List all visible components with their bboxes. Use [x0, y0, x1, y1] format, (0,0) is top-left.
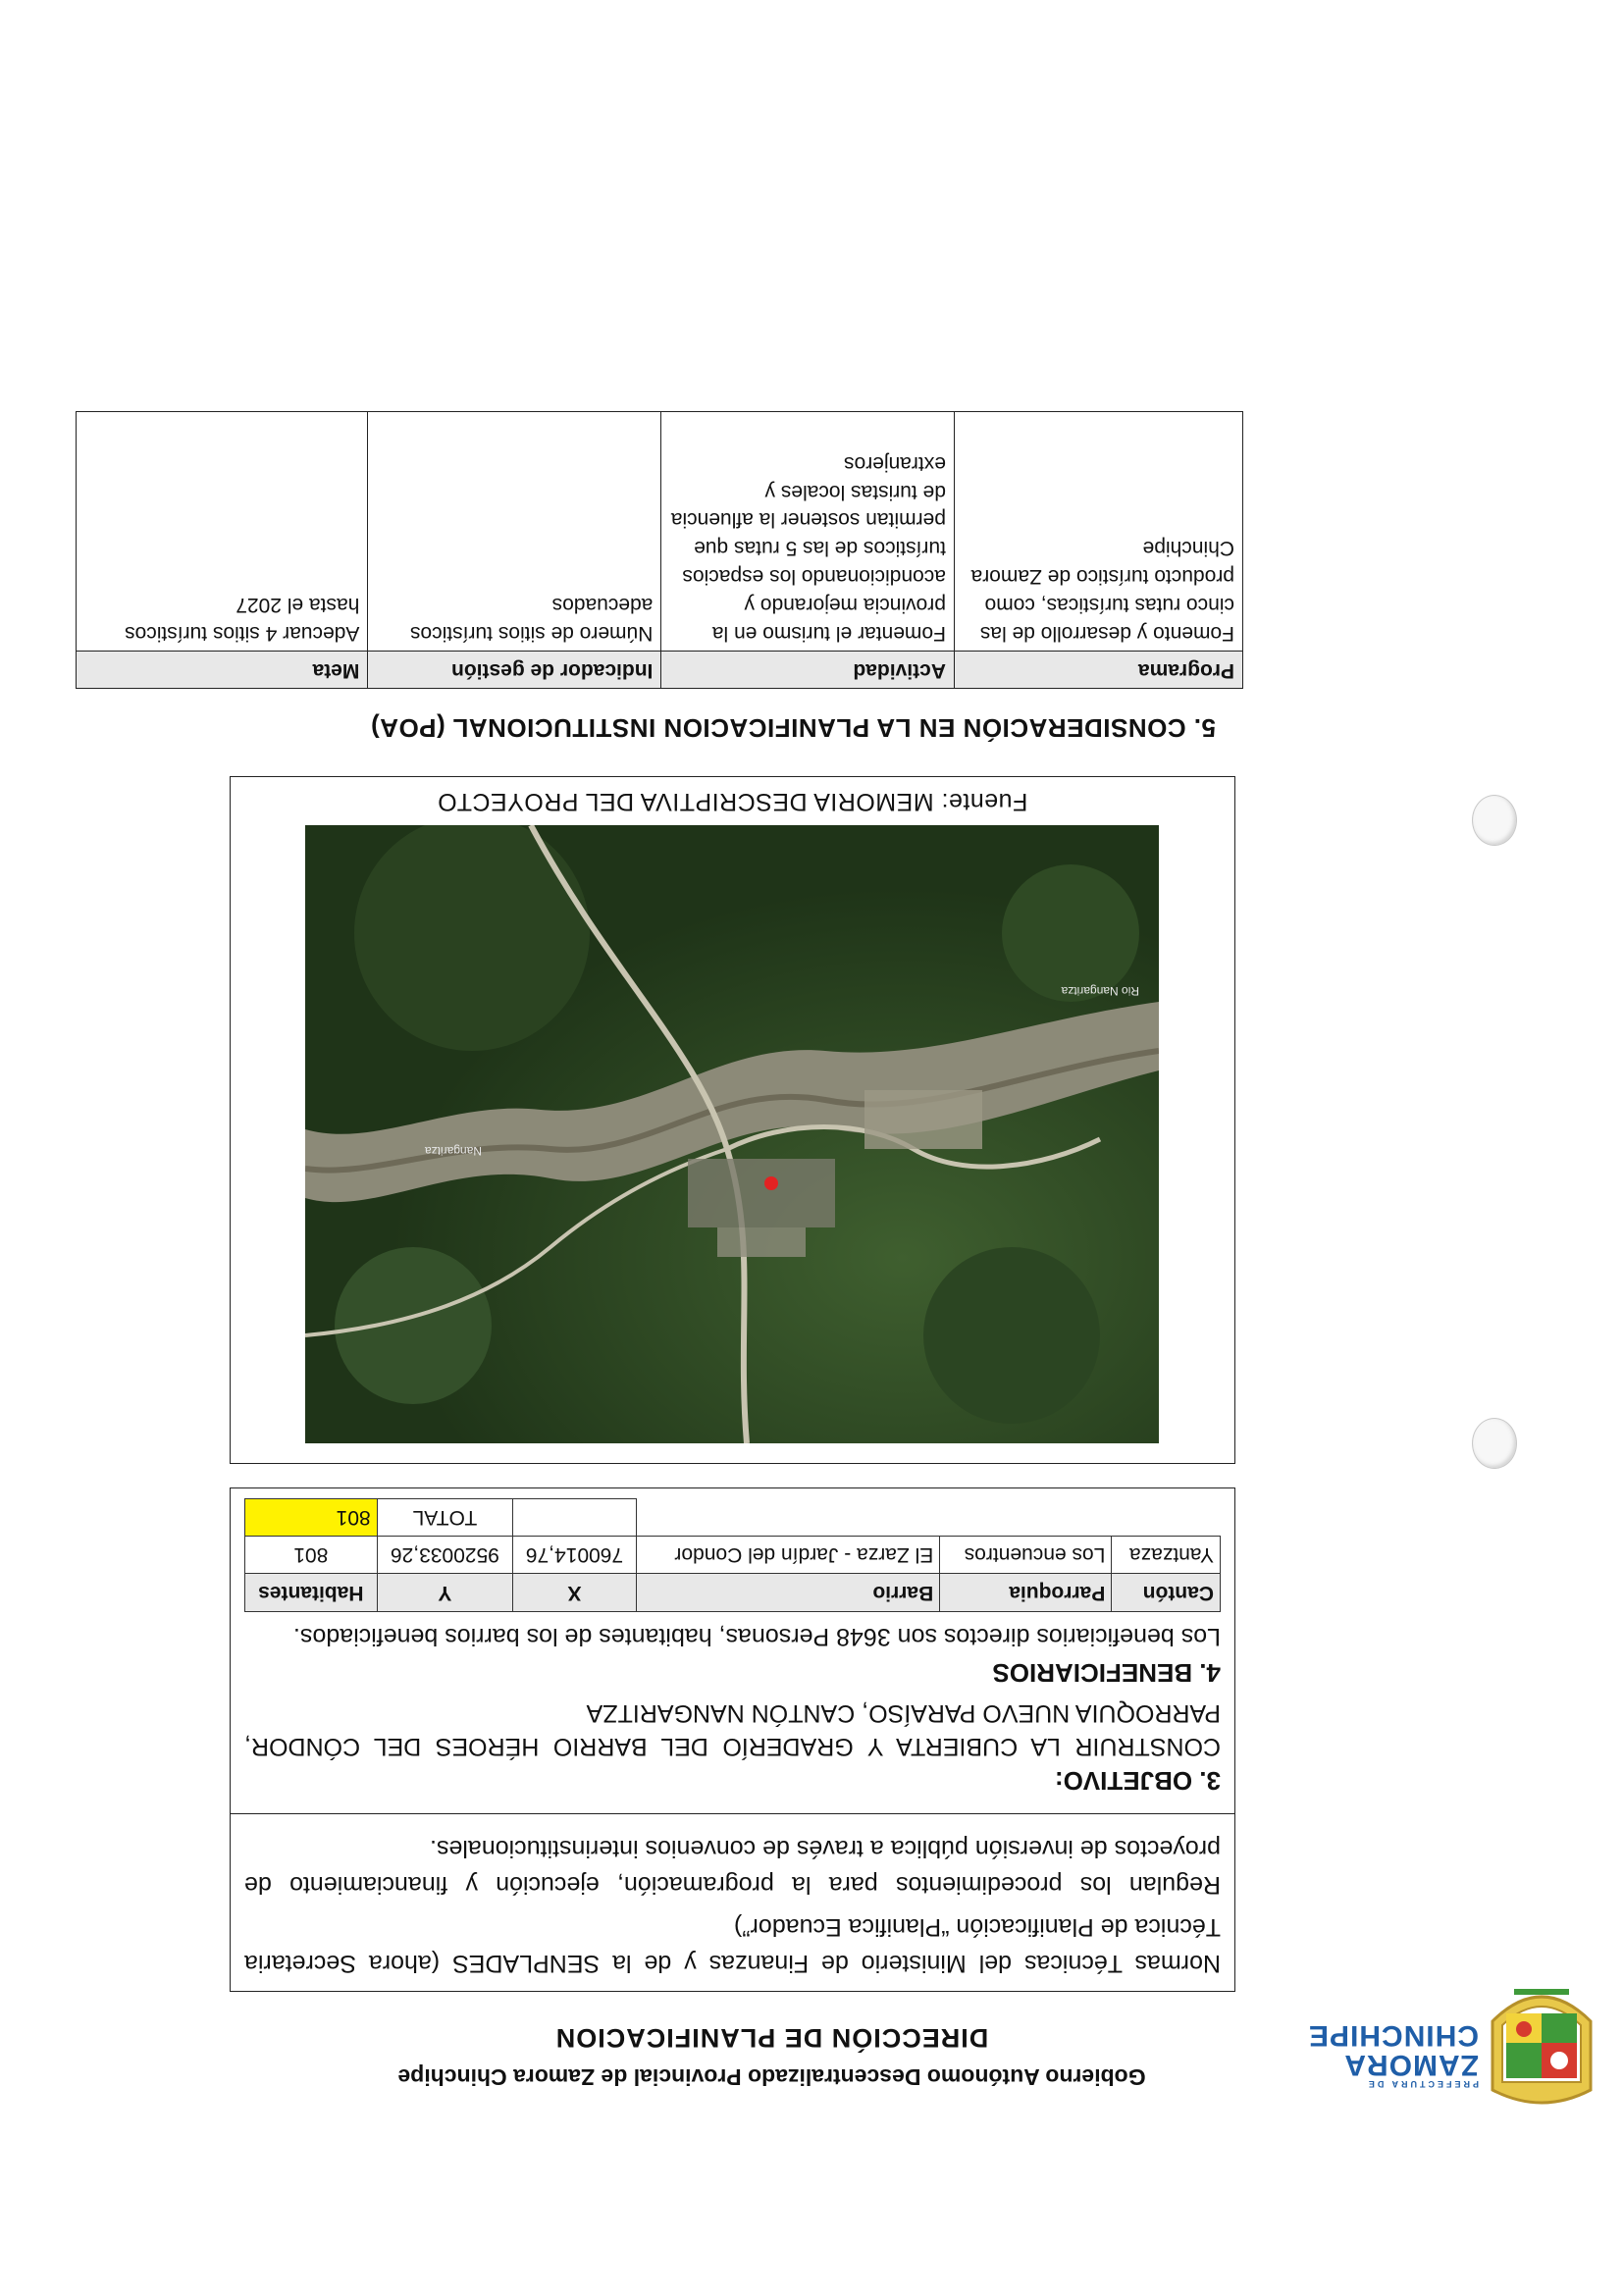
table-cell: Los encuentros: [940, 1537, 1112, 1574]
letterhead: [230, 1992, 1479, 2110]
intro-paragraph: Normas Técnicas del Ministerio de Finanzas y de la SENPLADES (ahora Secretaria Técnica de Planificación “Planifica Ecuador”): [244, 1913, 1221, 1977]
column-header: Habitantes: [245, 1574, 378, 1611]
objective-beneficiaries-box: [230, 1487, 1235, 1813]
table-cell-empty: [513, 1499, 637, 1537]
map-label-river: Nangaritza: [425, 1144, 483, 1159]
table-cell-actividad: Fomentar el turismo en la provincia mejorando y acondicionando los espacios turísticos de las 5 rutas que permitan sostener la afluencia de turistas locales y extranjeros: [661, 412, 955, 652]
binder-hole: [1472, 795, 1517, 846]
column-header: Parroquia: [940, 1574, 1112, 1611]
column-header: Meta: [77, 652, 368, 689]
table-cell: Yantzaza: [1112, 1537, 1221, 1574]
government-name: Gobierno Autónomo Descentralizado Provincial de Zamora Chinchipe: [397, 2064, 1146, 2090]
total-label: TOTAL: [377, 1499, 513, 1537]
table-cell: 760014,76: [513, 1537, 637, 1574]
brand-logo-text: [1307, 2019, 1479, 2089]
table-cell-empty: [636, 1499, 1220, 1537]
project-info-box: [230, 1813, 1235, 1992]
column-header: Y: [377, 1574, 513, 1611]
satellite-map-image: [306, 825, 1160, 1443]
map-figure: [230, 776, 1235, 1464]
brand-prefix: PREFECTURA DE: [1365, 2079, 1479, 2089]
column-header: Indicador de gestión: [368, 652, 661, 689]
table-total-row: [245, 1499, 1221, 1537]
table-cell-indicador: Número de sitios turísticos adecuados: [368, 412, 661, 652]
table-row: [245, 1537, 1221, 1574]
table-cell: 9520033,26: [377, 1537, 513, 1574]
poa-heading: 5. CONSIDERACIÓN EN LA PLANIFICACION INSTITUCIONAL (POA): [370, 713, 1216, 744]
table-cell-meta: Adecuar 4 sitios turísticos hasta el 2027: [77, 412, 368, 652]
table-row: [77, 412, 1243, 652]
beneficiaries-table: [244, 1498, 1221, 1611]
table-cell-programa: Fomento y desarrollo de las cinco rutas turísticas, como producto turístico de Zamora Chinchipe: [954, 412, 1242, 652]
poa-table: [76, 411, 1243, 689]
column-header: Barrio: [636, 1574, 939, 1611]
coat-of-arms-icon: [1485, 1972, 1598, 2110]
table-cell: 801: [245, 1537, 378, 1574]
table-header-row: [245, 1574, 1221, 1611]
binder-hole: [1472, 1418, 1517, 1469]
column-header: X: [513, 1574, 637, 1611]
objective-text: CONSTRUIR LA CUBIERTA Y GRADERÍO DEL BARRIO HÉROES DEL CÓNDOR, PARROQUIA NUEVO PARAÍSO, CANTÓN NANGARITZA: [244, 1698, 1221, 1760]
document-content: [125, 411, 1479, 2110]
map-label-river: Rio Nangaritza: [1062, 984, 1140, 999]
column-header: Programa: [954, 652, 1242, 689]
department-name: DIRECCIÓN DE PLANIFICACION: [554, 2023, 989, 2053]
brand-line-chinchipe: CHINCHIPE: [1307, 2019, 1479, 2052]
table-header-row: [77, 652, 1243, 689]
objective-heading: 3. OBJETIVO:: [1054, 1766, 1221, 1796]
beneficiaries-heading: 4. BENEFICIARIOS: [992, 1658, 1221, 1689]
brand-line-zamora: ZAMORA: [1343, 2049, 1479, 2081]
beneficiaries-text: Los beneficiarios directos son 3648 Personas, habitantes de los barrios beneficiados.: [292, 1622, 1221, 1650]
map-source-caption: Fuente: MEMORIA DESCRIPTIVA DEL PROYECTO: [437, 788, 1028, 816]
table-cell: El Zarza - Jardín del Condor: [636, 1537, 939, 1574]
column-header: Cantón: [1112, 1574, 1221, 1611]
total-value: 801: [245, 1499, 378, 1537]
column-header: Actividad: [661, 652, 955, 689]
intro-paragraph: Regulan los procedimientos para la programación, ejecución y financiamiento de proyectos de inversión pública a través de convenios interinstitucionales.: [244, 1835, 1221, 1899]
